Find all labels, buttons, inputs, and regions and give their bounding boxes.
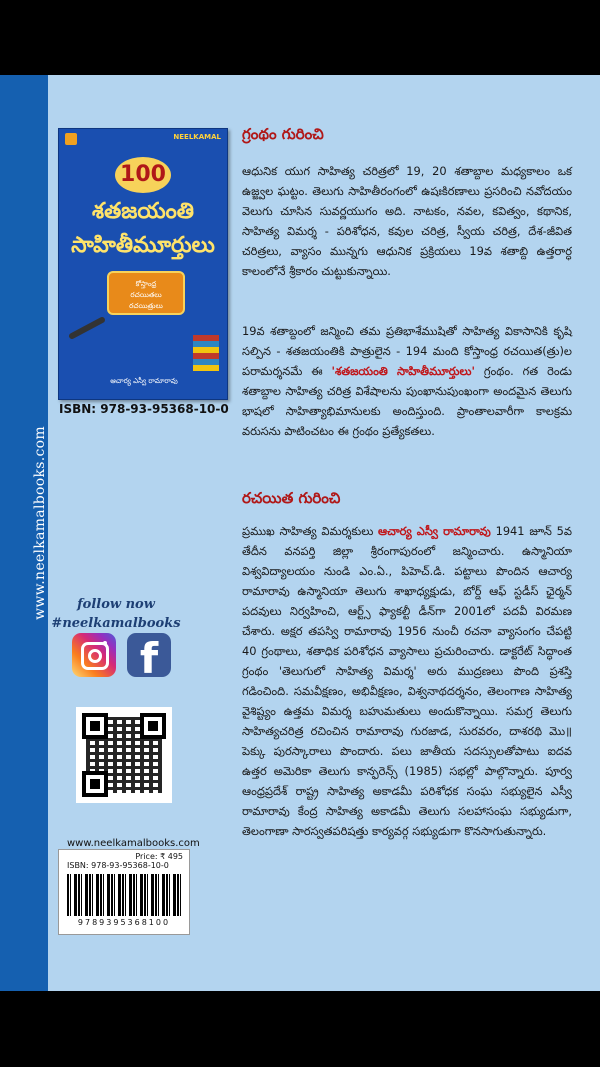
barcode-box bbox=[58, 849, 190, 935]
badge-line1: కోస్తాంధ్ర bbox=[135, 280, 157, 288]
publisher-logo-icon bbox=[65, 133, 77, 145]
barcode-digits: 9789395368100 bbox=[77, 918, 171, 927]
publisher-website: www.neelkamalbooks.com bbox=[67, 838, 200, 849]
badge-line3: రచయిత్రులు bbox=[129, 302, 163, 310]
follow-hashtag: #neelkamalbooks bbox=[51, 616, 181, 631]
back-cover bbox=[0, 75, 600, 991]
badge-line2: రచయితలు bbox=[130, 291, 162, 299]
about-author-paragraph: ప్రముఖ సాహిత్య విమర్శకులు ఆచార్య ఎస్వీ రామారావు 1941 జూన్ 5వ తేదీన వనపర్తి జిల్లా శ్రీరంగాపురంలో జన్మించారు. ఉస్మానియా విశ్వవిద్యాలయం నుండి ఎం.ఏ., పిహెచ్.డి. పట్టాలు పొందిన ఆచార్య రామారావు ఉస్మానియా తెలుగు శాఖాధ్యక్షుడు, బోర్డ్ ఆఫ్ స్టడీస్ ఛైర్మన్ పదవులు నిర్వహించి, ఆర్ట్స్ ఫ్యాకల్టీ డీన్‌గా 2001లో పదవీ విరమణ చేశారు. అక్షర తపస్వి రామారావు 1956 నుంచీ రచనా వ్యాసంగం చేపట్టి 40 గ్రంథాలు, శతాధిక పరిశోధన వ్యాసాలు ప్రచురించారు. డాక్టరేట్ సిద్ధాంత గ్రంథం 'తెలుగులో సాహిత్య విమర్శ' అరు ముద్రణలు పొంది ప్రశస్తి గడించింది. సమవీక్షణం, అభివీక్షణం, విశ్వనాథదర్శనం, తెలంగాణ సాహిత్య వైశిష్ట్యం ఉత్తమ విమర్శ బహుమతులు అందుకొన్నాయి. సమగ్ర తెలుగు సాహిత్యచరిత్ర రచించిన రామారావు గురజాడ, సురవరం, దాశరథి మొ॥ పెక్కు పురస్కారాలు పొందారు. పలు జాతీయ సదస్సులతోపాటు ఐదవ ఉత్తర అమెరికా తెలుగు కాన్ఫరెన్స్ (1985) సభల్లో పాల్గొన్నారు. పూర్వ ఆంధ్రప్రదేశ్ రాష్ట్ర సాహిత్య అకాడమీ పరిశోధక సంఘ సభ్యులైన ఎస్వీ రామారావు కేంద్ర సాహిత్య అకాడమీ తెలుగు సలహాసంఘ సభ్యుడుగా, తెలంగాణా సారస్వతపరిషత్తు కార్యవర్గ సభ్యుడుగా కొనసాగుతున్నారు. bbox=[242, 524, 572, 838]
facebook-icon[interactable]: f bbox=[127, 633, 171, 677]
book-badge bbox=[107, 271, 185, 315]
barcode-bars bbox=[67, 874, 181, 916]
publisher-name: NEELKAMAL bbox=[173, 133, 221, 141]
book-title-highlight: 'శతజయంతి సాహితీమూర్తులు' bbox=[331, 364, 475, 378]
book-title-line1: శతజయంతి bbox=[92, 199, 194, 224]
barcode-isbn: ISBN: 978-93-95368-10-0 bbox=[67, 861, 169, 870]
follow-block bbox=[0, 595, 232, 633]
book-title-line2: సాహితీమూర్తులు bbox=[71, 233, 215, 258]
isbn-label: ISBN: 978-93-95368-10-0 bbox=[59, 402, 229, 416]
section-heading-about-book: గ్రంథం గురించి bbox=[242, 125, 324, 143]
qr-code[interactable] bbox=[76, 707, 172, 803]
book-number: 100 bbox=[115, 157, 171, 193]
section-heading-about-author: రచయిత గురించి bbox=[242, 489, 341, 507]
about-book-paragraph-2: 19వ శతాబ్దంలో జన్మించి తమ ప్రతిభాశేముషితో సాహిత్య వికాసానికి కృషి సల్పిన - శతజయంతికి పాత్రులైన - 194 మంది కోస్తాంధ్ర రచయిత(త్రు)ల పరామర్శనమే ఈ 'శతజయంతి సాహితీమూర్తులు' గ్రంథం. గత రెండు శతాబ్దాల సాహిత్య చరిత్ర విశేషాలను పుంఖానుపుంఖంగా అందమైన తెలుగు భాషలో సాహిత్యాభిమానులకు అందిస్తుంది. ప్రాంతాలవారీగా కాలక్రమ వరుసను పాటించటం ఈ గ్రంథం ప్రత్యేకతలు. bbox=[242, 324, 572, 438]
about-book-paragraph-1: ఆధునిక యుగ సాహిత్య చరిత్రలో 19, 20 శతాబ్దాల మధ్యకాలం ఒక ఉజ్జ్వల ఘట్టం. తెలుగు సాహితీరంగంలో ఉషఃకిరణాలు ప్రసరించి నవోదయం వెలుగు చూసిన సువర్ణయుగం అది. నాటకం, నవల, కవిత్వం, కథానిక, సాహిత్య విమర్శ - పరిశోధన, కవుల చరిత్ర, స్వీయ చరిత్ర, దేశ-జీవిత చరిత్రలు, వ్యాసం మున్నగు ఆధునిక ప్రక్రియలు 19వ శతాబ్ది ఉత్తరార్ధ కాలంలోనే శ్రీకారం చుట్టుకున్నాయి. bbox=[242, 164, 572, 278]
book-cover-thumbnail bbox=[58, 128, 228, 400]
fountain-pen-icon bbox=[68, 316, 106, 340]
book-stack-icon bbox=[193, 335, 219, 371]
book-author: ఆచార్య ఎస్వీ రామారావు bbox=[110, 377, 178, 385]
price-label: Price: ₹ 495 bbox=[135, 852, 183, 861]
instagram-icon[interactable] bbox=[72, 633, 116, 677]
author-name-highlight: ఆచార్య ఎస్వీ రామారావు bbox=[378, 524, 491, 538]
follow-line1: follow now bbox=[77, 597, 155, 612]
spine-website: www.neelkamalbooks.com bbox=[32, 426, 48, 620]
